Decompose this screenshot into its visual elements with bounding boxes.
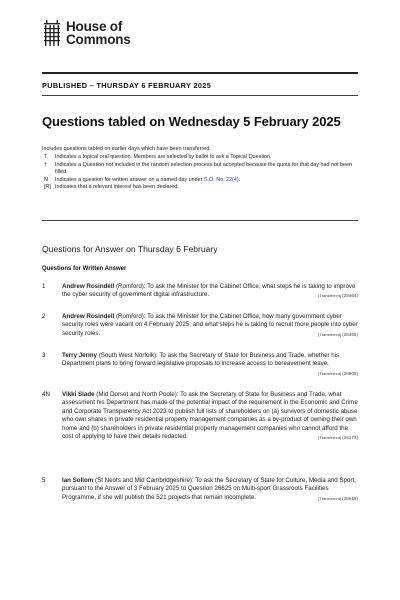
question-meta (318, 495, 358, 503)
member-constituency: (St Neots and Mid Cambridgeshire): (93, 477, 196, 484)
question-item (42, 352, 358, 378)
transferred-tag: [Transferred] (318, 293, 342, 299)
legend-symbol: [R] (44, 184, 51, 191)
question-ref: (28465) (342, 331, 358, 337)
portcullis-icon (42, 20, 62, 46)
question-text: To ask the Secretary of State for Business and Trade, what assessment his Department has made of the potential impact of the requirement in the Economic and Crime and Corporate Transparency Act 2023 to publish full lists of shareholders on (a) survivors of domestic abuse who own shares in private residential property management companies as a by-product of owning their own home and (b) shareholders in private residential property management companies who cannot afford the cost of applying to have their details redacted. (62, 391, 358, 441)
logo-line-1: House of (66, 19, 123, 34)
member-name: Ian Sollom (62, 477, 94, 484)
legend-text-after: . (238, 176, 241, 183)
question-number: 2 (42, 313, 46, 320)
header-rule-bottom (42, 95, 358, 96)
legend-symbol: † (44, 161, 47, 168)
question-text: To ask the Secretary of State for Business and Trade, whether his Department plans to bring forward legislative proposals to increase access to bereavement leave. (62, 352, 340, 368)
question-ref: (28619) (342, 495, 358, 501)
legend-text (55, 177, 362, 184)
question-body (62, 283, 358, 300)
question-meta (318, 292, 358, 300)
published-date: PUBLISHED – THURSDAY 6 FEBRUARY 2025 (42, 81, 212, 90)
question-body (62, 313, 358, 338)
sub-heading: Questions for Written Answer (42, 266, 127, 272)
legend-text-body: Indicates a question for written answer on a named day under (55, 176, 204, 183)
house-of-commons-logo (42, 20, 131, 46)
legend-item-topical (42, 154, 362, 161)
question-item (42, 313, 358, 339)
member-constituency: (Mid Dorset and North Poole): (94, 391, 181, 398)
transferred-tag: [Transferred] (318, 331, 342, 337)
legend-text: Indicates that a relevant interest has been declared. (55, 184, 179, 191)
legend-item-quota (42, 162, 362, 177)
member-constituency: (Romford): (114, 283, 148, 290)
question-text: To ask the Minister for the Cabinet Office, how many government cyber security roles were vacant on 4 February 2025; and what steps he is taking to recruit more people into cyber security roles. (62, 313, 358, 337)
question-text: To ask the Minister for the Cabinet Office, what steps he is taking to improve the cyber security of government digital infrastructure. (62, 283, 356, 299)
legend-symbol: T (44, 154, 48, 161)
member-name: Andrew Rosindell (62, 283, 115, 290)
question-number: 5 (42, 477, 46, 484)
legend-intro: Includes questions tabled on earlier days which have been transferred. (42, 146, 211, 152)
question-meta (318, 434, 358, 442)
question-ref: (28173) (342, 435, 358, 441)
logo-wordmark (66, 20, 131, 46)
legend-text: Indicates a Question not included in the random selection process but accepted because the quota for that day had not been filled. (55, 161, 352, 176)
transferred-tag: [Transferred] (318, 495, 342, 501)
legend-text: Indicates a topical oral question. Members are selected by ballot to ask a Topical Question. (55, 154, 272, 161)
member-name: Andrew Rosindell (62, 313, 115, 320)
question-text: To ask the Secretary of State for Culture, Media and Sport, pursuant to the Answer of 3 February 2025 to Question 26625 on Multi-sport Grassroots Facilities Programme, if she will publish the 521 projects that remain incomplete. (62, 477, 356, 501)
standing-order-link[interactable]: S.O. No. 22(4) (203, 176, 239, 183)
member-constituency: (South West Norfolk): (96, 352, 160, 359)
member-name: Vikki Slade (62, 391, 95, 398)
section-heading: Questions for Answer on Thursday 6 February (42, 244, 218, 254)
transferred-tag: [Transferred] (318, 370, 342, 376)
header-rule-top (42, 72, 358, 74)
question-body (62, 391, 358, 441)
question-body (62, 352, 358, 376)
legend-symbol: N (44, 176, 48, 183)
legend (42, 146, 362, 191)
question-item (42, 283, 358, 301)
question-meta (318, 331, 358, 339)
logo-line-2: Commons (66, 32, 131, 47)
legend-item-named-day (42, 177, 362, 184)
question-ref: (28809) (342, 370, 358, 376)
question-item (42, 477, 358, 503)
transferred-tag: [Transferred] (318, 435, 342, 441)
question-body (62, 477, 358, 502)
legend-rule (42, 220, 358, 221)
question-ref: (28464) (342, 293, 358, 299)
question-meta (318, 370, 358, 378)
member-name: Terry Jermy (62, 352, 97, 359)
page-title: Questions tabled on Wednesday 5 February 2025 (42, 114, 341, 129)
question-number: 3 (42, 352, 46, 359)
question-item (42, 391, 358, 442)
legend-item-relevant-interest (42, 184, 362, 191)
question-number: 1 (42, 283, 46, 290)
question-number: 4N (42, 391, 50, 398)
member-constituency: (Romford): (114, 313, 148, 320)
